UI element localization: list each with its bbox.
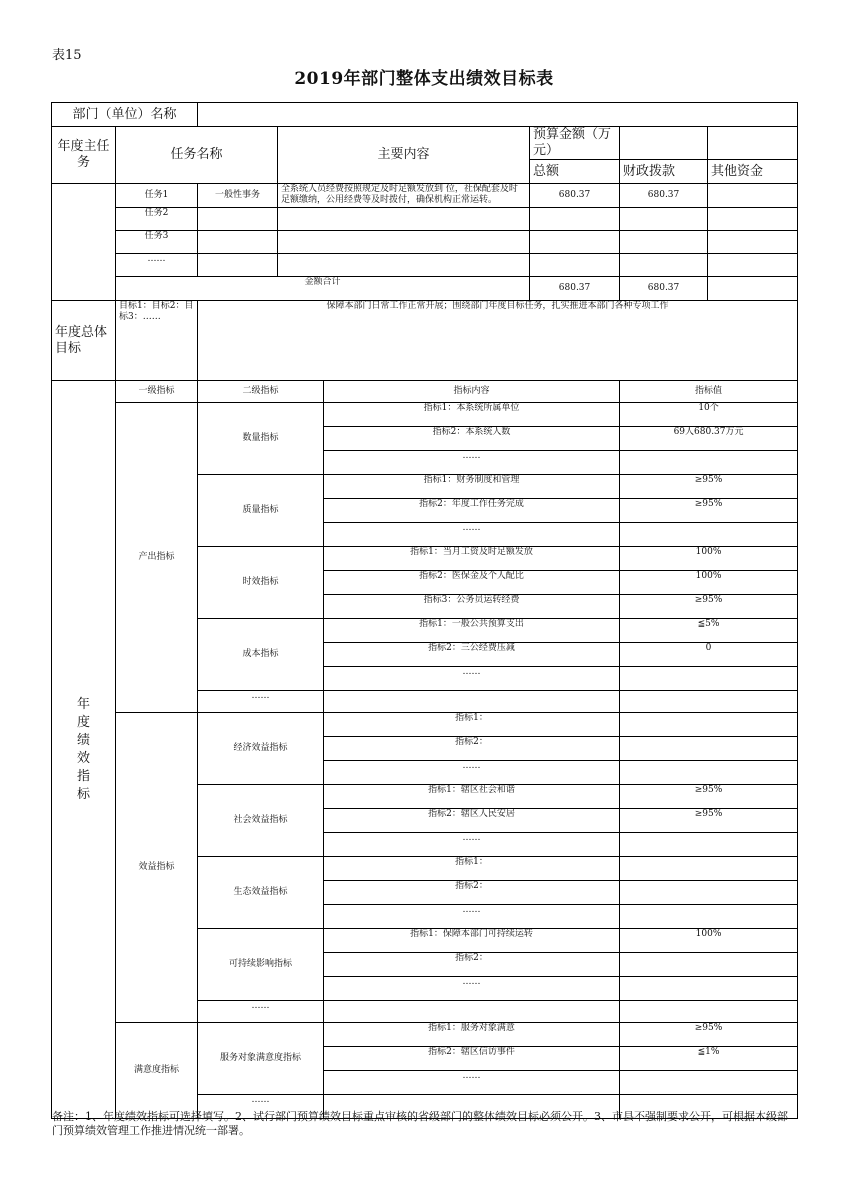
budget-header-blank xyxy=(620,127,708,160)
indicator-text: 指标2： xyxy=(324,881,620,905)
timeliness-indicator: 时效指标 xyxy=(198,547,324,619)
indicator-value: 10个 xyxy=(620,403,798,427)
indicator-text: 指标1：当月工资及时足额发放 xyxy=(324,547,620,571)
indicator-text: 指标1：一般公共预算支出 xyxy=(324,619,620,643)
task-content: 全系统人员经费按照规定及时足额发放到 位，社保配套及时足额缴纳，公用经费等及时拨付，确保机构正常运转。 xyxy=(278,184,530,208)
indicator-text: 指标1：辖区社会和谐 xyxy=(324,785,620,809)
indicator-text: 指标2：年度工作任务完成 xyxy=(324,499,620,523)
indicator-value: 0 xyxy=(620,643,798,667)
l2-ellipsis: …… xyxy=(198,1001,324,1023)
task-label: 任务3 xyxy=(116,231,198,254)
indicator-ellipsis: …… xyxy=(324,523,620,547)
sum-other xyxy=(708,277,798,301)
indicator-text: 指标1：服务对象满意 xyxy=(324,1023,620,1047)
service-indicator: 服务对象满意度指标 xyxy=(198,1023,324,1095)
indicator-ellipsis: …… xyxy=(324,761,620,785)
indicator-ellipsis: …… xyxy=(324,977,620,1001)
quality-indicator: 质量指标 xyxy=(198,475,324,547)
sum-total: 680.37 xyxy=(530,277,620,301)
indicator-text: 指标1：保障本部门可持续运转 xyxy=(324,929,620,953)
performance-target-table xyxy=(51,102,798,1119)
task-label: 任务1 xyxy=(116,184,198,208)
indicator-text: 指标1： xyxy=(324,713,620,737)
output-indicator: 产出指标 xyxy=(116,403,198,713)
indicator-value: ≥95% xyxy=(620,595,798,619)
indicator-text: 指标2：医保金及个人配比 xyxy=(324,571,620,595)
overall-targets: 目标1：目标2：目标3：…… xyxy=(116,301,198,381)
indicator-value: 100% xyxy=(620,571,798,595)
indicator-ellipsis: …… xyxy=(324,451,620,475)
indicator-value: ≥95% xyxy=(620,1023,798,1047)
l2-header: 二级指标 xyxy=(198,381,324,403)
indicator-text: 指标1： xyxy=(324,857,620,881)
indicator-text: 指标2：辖区信访事件 xyxy=(324,1047,620,1071)
task-name-header: 任务名称 xyxy=(116,127,278,184)
economic-indicator: 经济效益指标 xyxy=(198,713,324,785)
indicator-value: ≥95% xyxy=(620,499,798,523)
page-title: 2019年部门整体支出绩效目标表 xyxy=(294,69,554,89)
indicator-value: ≥95% xyxy=(620,809,798,833)
indicator-value: ≦1% xyxy=(620,1047,798,1071)
task-other xyxy=(708,184,798,208)
dept-value[interactable] xyxy=(198,103,798,127)
indicator-text: 指标2：辖区人民安居 xyxy=(324,809,620,833)
l1-header: 一级指标 xyxy=(116,381,198,403)
satisfaction-indicator: 满意度指标 xyxy=(116,1023,198,1119)
benefit-indicator: 效益指标 xyxy=(116,713,198,1023)
task-label: 任务2 xyxy=(116,208,198,231)
indicator-value: ≦5% xyxy=(620,619,798,643)
other-header: 其他资金 xyxy=(708,160,798,184)
l2-ellipsis: …… xyxy=(198,1095,324,1119)
indicator-value: ≥95% xyxy=(620,475,798,499)
task-total: 680.37 xyxy=(530,184,620,208)
task-fiscal: 680.37 xyxy=(620,184,708,208)
indicator-ellipsis: …… xyxy=(324,905,620,929)
footnote: 备注：1、年度绩效指标可选择填写。2、试行部门预算绩效目标重点审核的省级部门的整体绩效目标必须公开。3、市县不强制要求公开，可根据本级部门预算绩效管理工作推进情况统一部署。 xyxy=(52,1110,788,1137)
sum-fiscal: 680.37 xyxy=(620,277,708,301)
indicator-text: 指标2： xyxy=(324,953,620,977)
indicator-text: 指标2：三公经费压减 xyxy=(324,643,620,667)
indicator-text: 指标1：财务制度和管理 xyxy=(324,475,620,499)
indicator-text: 指标3：公务员运转经费 xyxy=(324,595,620,619)
indicator-value: 100% xyxy=(620,929,798,953)
perf-label xyxy=(52,381,116,1119)
eco-indicator: 生态效益指标 xyxy=(198,857,324,929)
budget-header-blank xyxy=(708,127,798,160)
total-header: 总额 xyxy=(530,160,620,184)
l2-ellipsis: …… xyxy=(198,691,324,713)
indicator-ellipsis: …… xyxy=(324,667,620,691)
overall-label: 年度总体目标 xyxy=(52,301,116,381)
quantity-indicator: 数量指标 xyxy=(198,403,324,475)
annual-task-label: 年度主任务 xyxy=(52,127,116,184)
indicator-value: ≥95% xyxy=(620,785,798,809)
indicator-text: 指标2：本系统人数 xyxy=(324,427,620,451)
content-header: 指标内容 xyxy=(324,381,620,403)
budget-header: 预算金额（万元） xyxy=(530,127,620,160)
overall-content: 保障本部门日常工作正常开展；围绕部门年度目标任务，扎实推进本部门各种专项工作 xyxy=(198,301,798,381)
indicator-text: 指标2： xyxy=(324,737,620,761)
sheet-number: 表15 xyxy=(52,48,82,63)
indicator-value: 69人680.37万元 xyxy=(620,427,798,451)
task-section-blank xyxy=(52,184,116,301)
cost-indicator: 成本指标 xyxy=(198,619,324,691)
indicator-value: 100% xyxy=(620,547,798,571)
sustain-indicator: 可持续影响指标 xyxy=(198,929,324,1001)
social-indicator: 社会效益指标 xyxy=(198,785,324,857)
indicator-ellipsis: …… xyxy=(324,1071,620,1095)
task-label: …… xyxy=(116,254,198,277)
fiscal-header: 财政拨款 xyxy=(620,160,708,184)
indicator-ellipsis: …… xyxy=(324,833,620,857)
main-content-header: 主要内容 xyxy=(278,127,530,184)
value-header: 指标值 xyxy=(620,381,798,403)
dept-label: 部门（单位）名称 xyxy=(52,103,198,127)
perf-label-text: 年度绩效指标 xyxy=(76,696,90,802)
task-name: 一般性事务 xyxy=(198,184,278,208)
indicator-text: 指标1：本系统所属单位 xyxy=(324,403,620,427)
sum-label: 金额合计 xyxy=(116,277,530,301)
